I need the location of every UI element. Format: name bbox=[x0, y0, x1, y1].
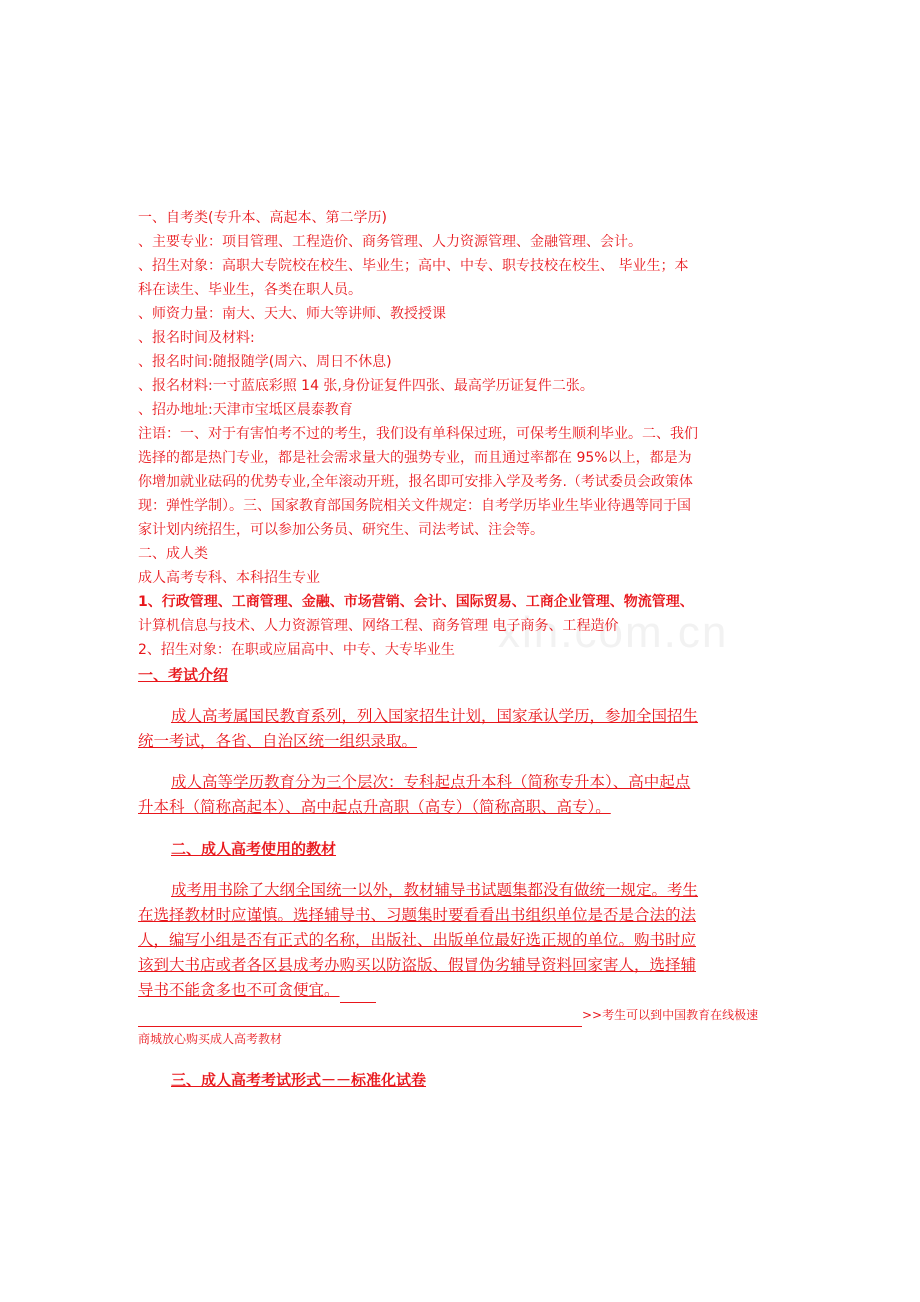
self-exam-note-line-3: 你增加就业砝码的优势专业,全年滚动开班，报名即可安排入学及考务.（考试委员会政策体 bbox=[138, 474, 693, 490]
self-exam-enroll-time: 、报名时间:随报随学(周六、周日不休息) bbox=[138, 354, 392, 370]
exam-intro-heading: 一、考试介绍 bbox=[138, 666, 229, 684]
exam-intro-para-2-line-2: 升本科（简称高起本）、高中起点升高职（高专）（简称高职、高专）。 bbox=[138, 798, 611, 816]
self-exam-majors: 、主要专业：项目管理、工程造价、商务管理、人力资源管理、金融管理、会计。 bbox=[138, 234, 642, 250]
textbooks-link-line-1 bbox=[138, 1003, 788, 1027]
self-exam-enroll-materials: 、报名材料:一寸蓝底彩照 14 张,身份证复件四张、最高学历证复件二张。 bbox=[138, 378, 594, 394]
exam-form-heading: 三、成人高考考试形式－－标准化试卷 bbox=[171, 1071, 427, 1089]
self-exam-note-line-5: 家计划内统招生，可以参加公务员、研究生、司法考试、注会等。 bbox=[138, 522, 544, 538]
textbooks-link[interactable]: >>考生可以到中国教育在线极速 bbox=[582, 1008, 759, 1022]
watermark: xin.com.cn bbox=[498, 608, 729, 657]
textbooks-para-line-1: 成考用书除了大纲全国统一以外，教材辅导书试题集都没有做统一规定。考生 bbox=[171, 881, 699, 899]
textbooks-para-line-4: 该到大书店或者各区县成考办购买以防盗版、假冒伪劣辅导资料回家害人，选择辅 bbox=[138, 956, 697, 974]
exam-intro-para-1-line-1: 成人高考属国民教育系列，列入国家招生计划，国家承认学历，参加全国招生 bbox=[171, 707, 699, 725]
adult-target: 2、招生对象：在职或应届高中、中专、大专毕业生 bbox=[138, 642, 455, 658]
adult-majors-line-1: 1、行政管理、工商管理、金融、市场营销、会计、国际贸易、工商企业管理、物流管理、 bbox=[138, 594, 694, 610]
textbooks-para-line-5: 导书不能贪多也不可贪便宜。 bbox=[138, 978, 788, 1003]
self-exam-note-line-2: 选择的都是热门专业，都是社会需求量大的强势专业，而且通过率都在 95%以上，都是为 bbox=[138, 450, 692, 466]
exam-intro-para-1-line-2: 统一考试，各省、自治区统一组织录取。 bbox=[138, 732, 418, 750]
textbooks-para-line-2: 在选择教材时应谨慎。选择辅导书、习题集时要看看出书组织单位是否是合法的法 bbox=[138, 906, 697, 924]
self-exam-target-line-1: 、招生对象：高职大专院校在校生、毕业生；高中、中专、职专技校在校生、 毕业生；本 bbox=[138, 258, 689, 274]
self-exam-enroll-heading: 、报名时间及材料: bbox=[138, 330, 255, 346]
textbooks-para-line-3: 人，编写小组是否有正式的名称，出版社、出版单位最好选正规的单位。购书时应 bbox=[138, 931, 697, 949]
adult-majors-line-2: 计算机信息与技术、人力资源管理、网络工程、商务管理 电子商务、工程造价 bbox=[138, 618, 619, 634]
adult-title: 二、成人类 bbox=[138, 546, 208, 562]
self-exam-target-line-2: 科在读生、毕业生，各类在职人员。 bbox=[138, 282, 362, 298]
self-exam-note-line-1: 注语：一、对于有害怕考不过的考生，我们设有单科保过班，可保考生顺利毕业。二、我们 bbox=[138, 426, 698, 442]
adult-subtitle: 成人高考专科、本科招生专业 bbox=[138, 570, 320, 586]
self-exam-title: 一、自考类(专升本、高起本、第二学历) bbox=[138, 210, 387, 226]
exam-intro-para-2-line-1: 成人高等学历教育分为三个层次：专科起点升本科（简称专升本）、高中起点 bbox=[171, 773, 691, 791]
self-exam-note-line-4: 现：弹性学制）。三、国家教育部国务院相关文件规定：自考学历毕业生毕业待遇等同于国 bbox=[138, 498, 691, 514]
self-exam-teachers: 、师资力量：南大、天大、师大等讲师、教授授课 bbox=[138, 306, 446, 322]
document-body bbox=[138, 206, 788, 1093]
textbooks-heading: 二、成人高考使用的教材 bbox=[171, 840, 337, 858]
self-exam-address: 、招办地址:天津市宝坻区晨泰教育 bbox=[138, 402, 353, 418]
textbooks-link-line-2[interactable]: 商城放心购买成人高考教材 bbox=[138, 1032, 283, 1046]
